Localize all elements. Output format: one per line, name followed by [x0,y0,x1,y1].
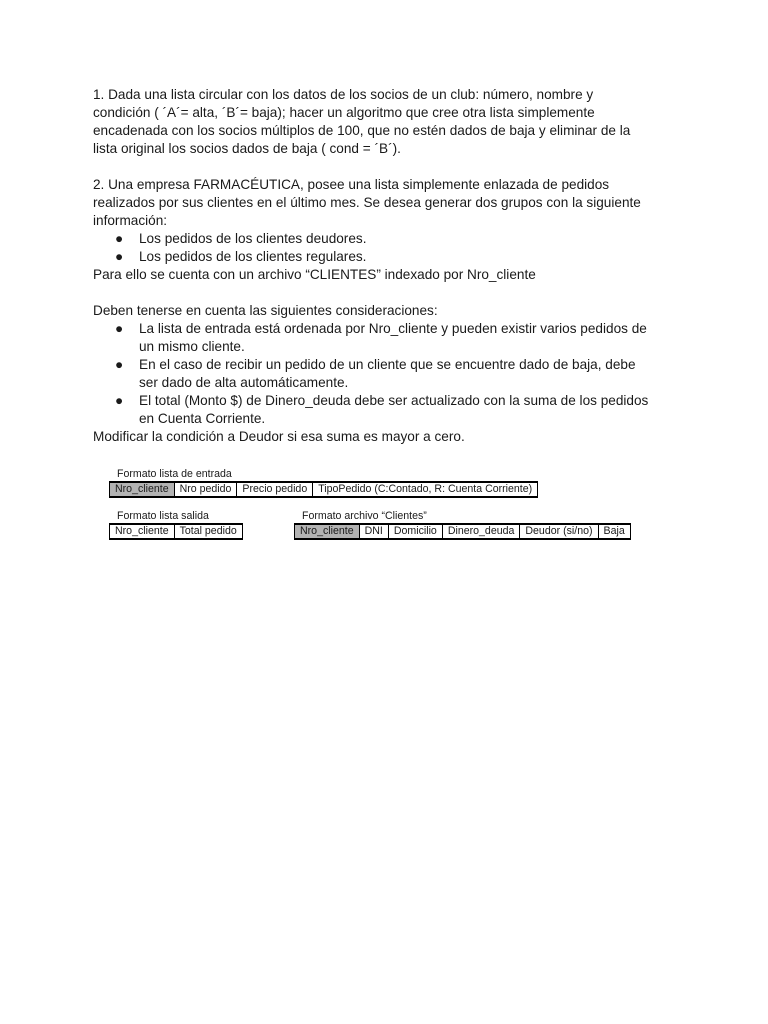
field-cell: Baja [599,525,631,538]
entrada-format-table [109,481,538,498]
groups-list [93,230,683,266]
list-item [93,320,683,356]
bullet-icon: ● [115,357,124,372]
field-cell: Precio pedido [237,483,313,496]
final-note: Modificar la condición a Deudor si esa suma es mayor a cero. [93,429,465,444]
problem-2-line: realizados por sus clientes en el último mes. Se desea generar dos grupos con la siguiente [93,195,641,210]
salida-format-table [109,523,243,540]
problem-1 [93,86,683,158]
field-cell: Domicilio [389,525,443,538]
list-item-text: Los pedidos de los clientes deudores. [139,231,367,246]
field-cell: TipoPedido (C:Contado, R: Cuenta Corriente) [313,483,538,496]
field-cell: Nro pedido [175,483,238,496]
bullet-icon: ● [115,231,124,246]
bullet-icon: ● [115,393,124,408]
paragraph-gap [93,284,683,302]
field-cell: Nro_cliente [110,483,175,496]
list-item-text: Los pedidos de los clientes regulares. [139,249,367,264]
problem-2-line: información: [93,213,168,228]
list-item-text: El total (Monto $) de Dinero_deuda debe ser actualizado con la suma de los pedidos [139,393,649,408]
clientes-format-table [294,523,631,540]
list-item [93,356,683,392]
bullet-icon: ● [115,321,124,336]
list-item-text: en Cuenta Corriente. [139,411,266,426]
list-item [93,248,683,266]
list-item [93,392,683,428]
field-cell: Nro_cliente [110,525,175,538]
list-item [93,230,683,248]
problem-2 [93,176,683,446]
problem-1-line: lista original los socios dados de baja ( cond = ´B´). [93,141,401,156]
list-item-text: En el caso de recibir un pedido de un cliente que se encuentre dado de baja, debe [139,357,636,372]
document-body [93,86,683,446]
list-item-text: un mismo cliente. [139,339,245,354]
list-item-text: La lista de entrada está ordenada por Nro_cliente y pueden existir varios pedidos de [139,321,647,336]
problem-1-line: encadenada con los socios múltiplos de 100, que no estén dados de baja y eliminar de la [93,123,631,138]
problem-1-line: 1. Dada una lista circular con los datos de los socios de un club: número, nombre y [93,87,594,102]
field-cell: Total pedido [175,525,243,538]
problem-1-line: condición ( ´A´= alta, ´B´= baja); hacer un algoritmo que cree otra lista simplemente [93,105,595,120]
field-cell: Deudor (si/no) [520,525,598,538]
paragraph-gap [93,158,683,176]
list-item-text: ser dado de alta automáticamente. [139,375,349,390]
clientes-format [294,510,631,540]
considerations-title: Deben tenerse en cuenta las siguientes consideraciones: [93,303,438,318]
salida-format [117,510,243,540]
entrada-format [117,468,538,498]
considerations-list [93,320,683,428]
salida-format-title: Formato lista salida [117,510,209,522]
file-note: Para ello se cuenta con un archivo “CLIENTES” indexado por Nro_cliente [93,267,536,282]
field-cell: DNI [360,525,389,538]
clientes-format-title: Formato archivo “Clientes” [302,510,427,522]
bullet-icon: ● [115,249,124,264]
field-cell: Nro_cliente [295,525,360,538]
field-cell: Dinero_deuda [443,525,521,538]
entrada-format-title: Formato lista de entrada [117,468,232,480]
problem-2-line: 2. Una empresa FARMACÉUTICA, posee una lista simplemente enlazada de pedidos [93,177,610,192]
